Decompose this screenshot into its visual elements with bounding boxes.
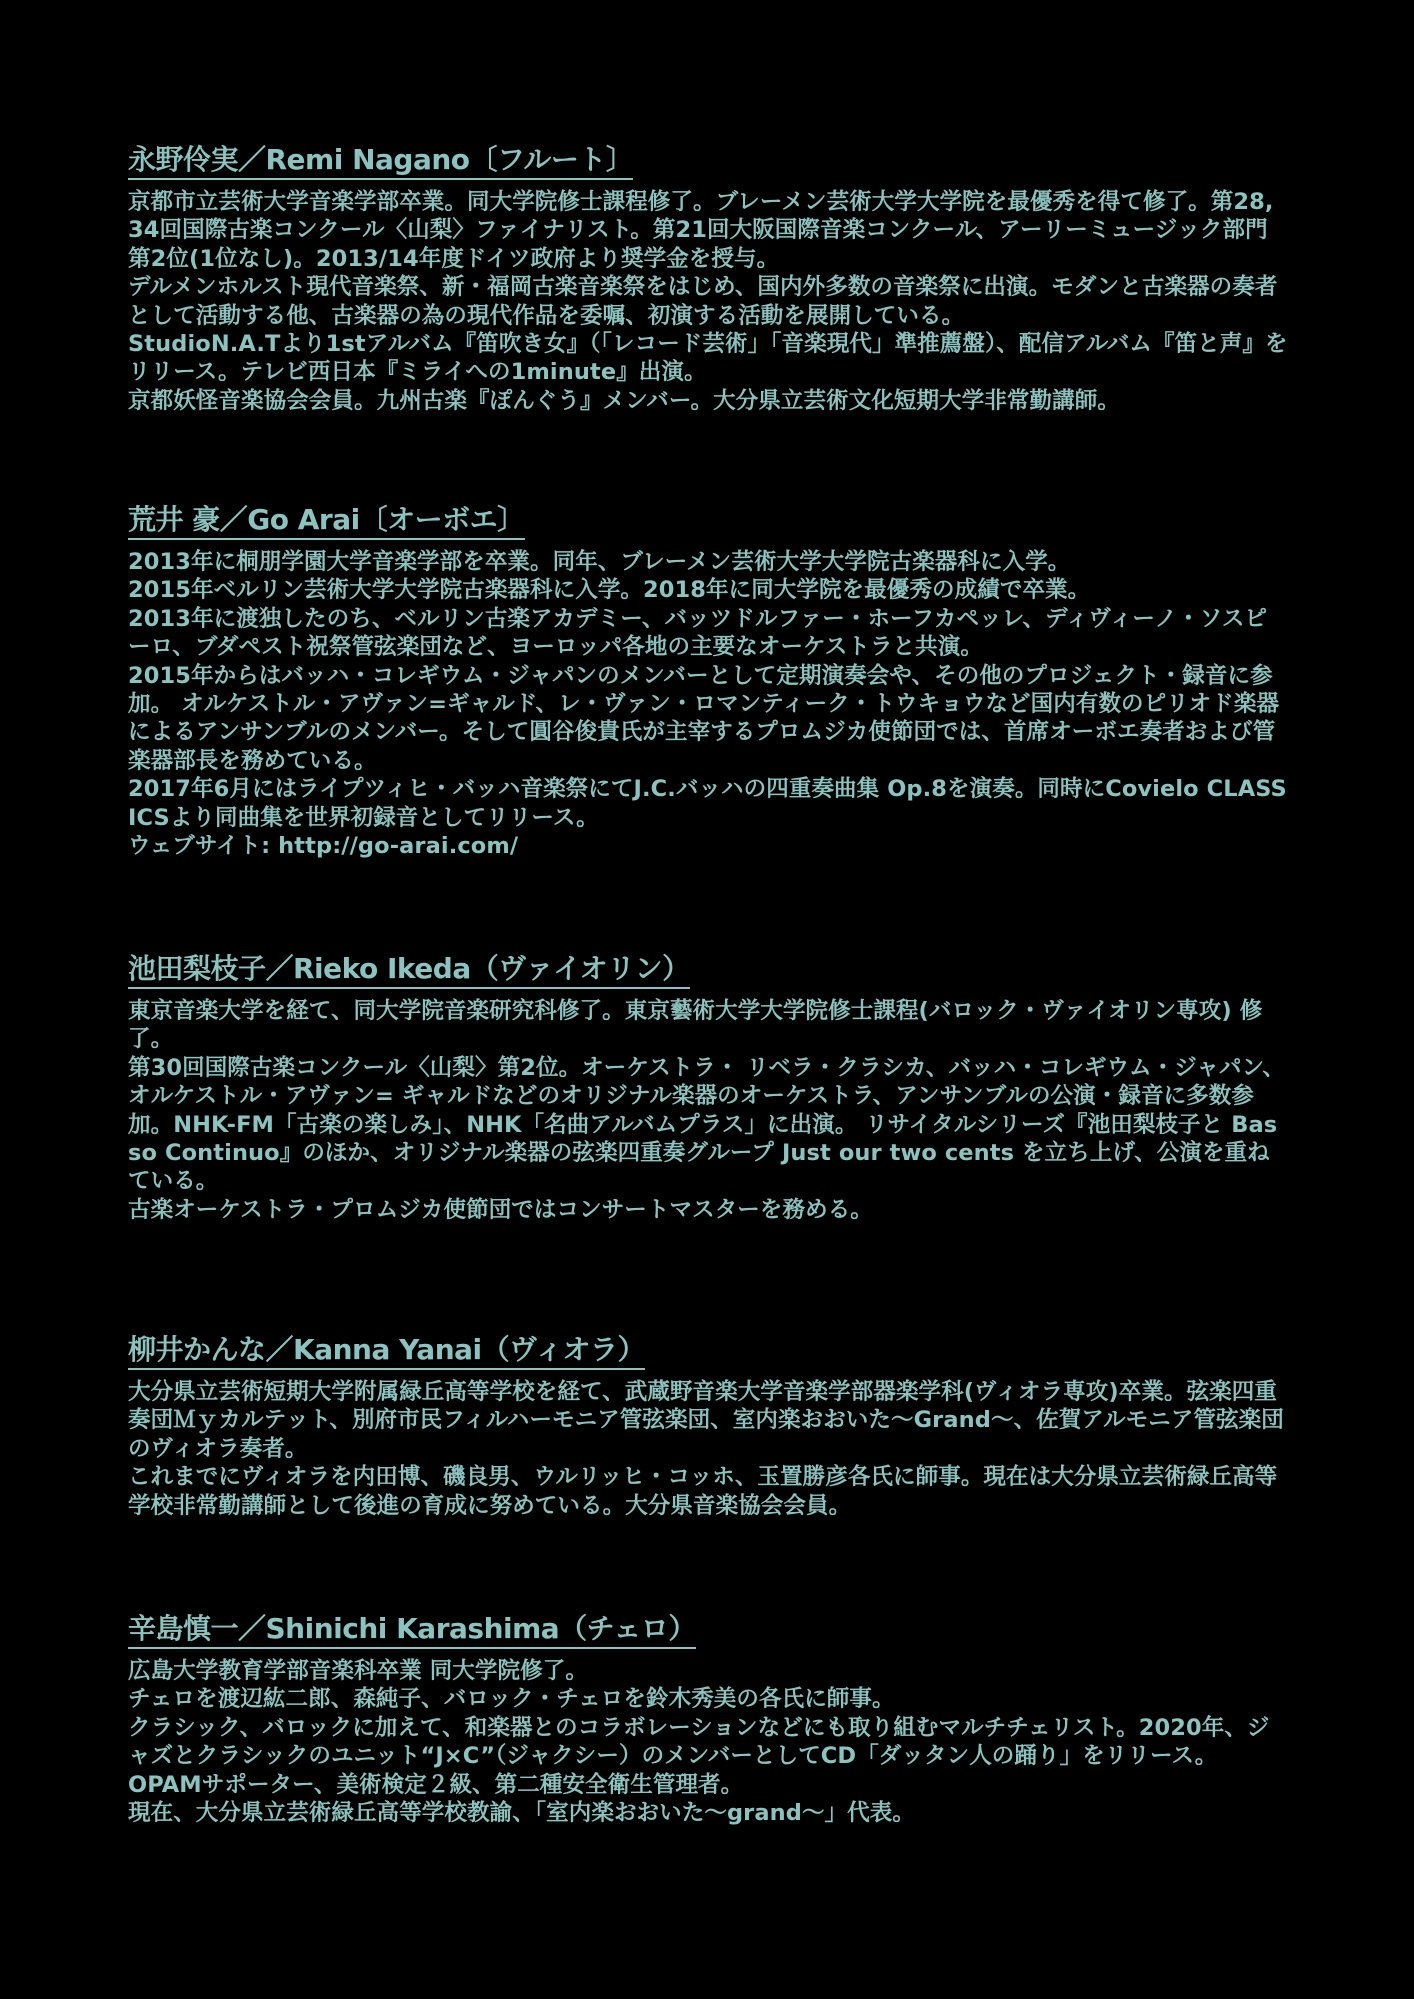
bio-line: 2013年に桐朋学園大学音楽学部を卒業。同年、ブレーメン芸術大学大学院古楽器科に入学。 [128, 549, 1071, 575]
profile-rieko-ikeda [128, 951, 1288, 1224]
bio-line: 現在、大分県立芸術緑丘高等学校教諭、「室内楽おおいた〜grand〜」代表。 [128, 1800, 915, 1827]
bio-line: OPAMサポーター、美術検定２級、第二種安全衛生管理者。 [128, 1771, 744, 1798]
bio-line: チェロを渡辺紘二郎、森純子、バロック・チェロを鈴木秀美の各氏に師事。 [128, 1686, 895, 1713]
bio-line: クラシック、バロックに加えて、和楽器とのコラボレーションなどにも取り組むマルチチェリスト。2020年、ジャズとクラシックのユニット“J×C”（ジャクシー）のメンバーとしてCD「ダッタン人の踊り」をリリース。 [128, 1714, 1270, 1770]
profile-kanna-yanai [128, 1332, 1288, 1520]
profile-name: 荒井 豪／Go Arai〔オーボエ〕 [128, 502, 525, 540]
profile-name: 辛島慎一／Shinichi Karashima（チェロ） [128, 1611, 696, 1649]
profile-bio [128, 548, 1288, 860]
bio-line: 第30回国際古楽コンクール〈山梨〉第2位。オーケストラ・ リベラ・クラシカ、バッハ・コレギウム・ジャパン、 [128, 1054, 1285, 1081]
bio-line: オルケストル・アヴァン= ギャルドなどのオリジナル楽器のオーケストラ、アンサンブルの公演・録音に多数参加。NHK-FM「古楽の楽しみ」、NHK「名曲アルバムプラス」に出演。 リサイタルシリーズ『池田梨枝子と Basso Continuo』のほか、オリジナル楽器の弦楽四重奏グループ Just our two cents を立ち上げ、公演を重ねている。 [128, 1083, 1278, 1195]
bio-line: ウェブサイト: http://go-arai.com/ [128, 833, 519, 860]
profile-bio [128, 1657, 1288, 1827]
bio-line: 古楽オーケストラ・プロムジカ使節団ではコンサートマスターを務める。 [128, 1196, 873, 1223]
bio-line: これまでにヴィオラを内田博、磯良男、ウルリッヒ・コッホ、玉置勝彦各氏に師事。現在は大分県立芸術緑丘高等学校非常勤講師として後進の育成に努めている。大分県音楽協会会員。 [128, 1464, 1278, 1519]
bio-line: 京都市立芸術大学音楽学部卒業。同大学院修士課程修了。ブレーメン芸術大学大学院を最優秀を得て修了。第28,34回国際古楽コンクール〈山梨〉ファイナリスト。第21回大阪国際音楽コンクール、アーリーミュージック部門第2位(1位なし)。2013/14年度ドイツ政府より奨学金を授与。 [128, 189, 1274, 272]
bio-line: 2017年6月にはライプツィヒ・バッハ音楽祭にてJ.C.バッハの四重奏曲集 Op.8を演奏。同時にCovielo CLASSICSより同曲集を世界初録音としてリリース。 [128, 776, 1287, 831]
profile-name: 柳井かんな／Kanna Yanai（ヴィオラ） [128, 1332, 645, 1370]
profile-shinichi-karashima [128, 1611, 1288, 1827]
bio-line: 大分県立芸術短期大学附属緑丘高等学校を経て、武蔵野音楽大学音楽学部器楽学科(ヴィオラ専攻)卒業。弦楽四重奏団Ｍｙカルテット、別府市民フィルハーモニア管弦楽団、室内楽おおいた〜Grand〜、佐賀アルモニア管弦楽団のヴィオラ奏者。 [128, 1379, 1284, 1462]
bio-line: StudioN.A.Tより1stアルバム『笛吹き女』（「レコード芸術」「音楽現代」準推薦盤）、配信アルバム『笛と声』をリリース。テレビ西日本『ミライへの1minute』出演。 [128, 331, 1288, 386]
profile-remi-nagano [128, 142, 1288, 415]
bio-line: デルメンホルスト現代音楽祭、新・福岡古楽音楽祭をはじめ、国内外多数の音楽祭に出演。モダンと古楽器の奏者として活動する他、古楽器の為の現代作品を委嘱、初演する活動を展開している。 [128, 274, 1278, 329]
bio-line: 2015年からはバッハ・コレギウム・ジャパンのメンバーとして定期演奏会や、その他のプロジェクト・録音に参加。 オルケストル・アヴァン=ギャルド、レ・ヴァン・ロマンティーク・トウキョウなど国内有数のピリオド楽器によるアンサンブルのメンバー。そして圓谷俊貴氏が主宰するプロムジカ使節団では、首席オーボエ奏者および管楽器部長を務めている。 [128, 662, 1280, 774]
profile-name: 永野伶実／Remi Nagano〔フルート〕 [128, 142, 633, 180]
profile-name: 池田梨枝子／Rieko Ikeda（ヴァイオリン） [128, 951, 690, 989]
bio-line: 2015年ベルリン芸術大学大学院古楽器科に入学。2018年に同大学院を最優秀の成績で卒業。 [128, 577, 1091, 604]
profile-bio [128, 188, 1288, 415]
profile-bio [128, 997, 1288, 1224]
bio-line: 京都妖怪音楽協会会員。九州古楽『ぽんぐう』メンバー。大分県立芸術文化短期大学非常勤講師。 [128, 387, 1120, 414]
profile-go-arai [128, 502, 1288, 860]
bio-line: 2013年に渡独したのち、ベルリン古楽アカデミー、バッツドルファー・ホーフカペッレ、ディヴィーノ・ソスピーロ、ブダペスト祝祭管弦楽団など、ヨーロッパ各地の主要なオーケストラと共演。 [128, 605, 1268, 661]
profile-bio [128, 1378, 1288, 1520]
bio-line: 東京音楽大学を経て、同大学院音楽研究科修了。東京藝術大学大学院修士課程(バロック・ヴァイオリン専攻) 修了。 [128, 998, 1263, 1053]
bio-line: 広島大学教育学部音楽科卒業 同大学院修了。 [128, 1658, 588, 1684]
